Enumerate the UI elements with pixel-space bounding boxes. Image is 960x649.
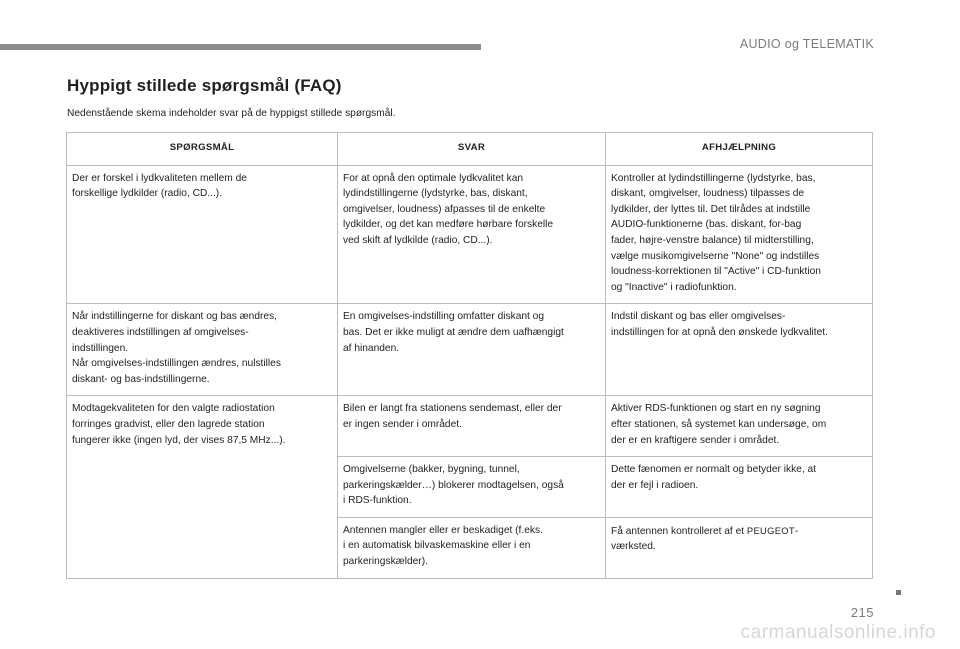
column-header-remedy: AFHJÆLPNING	[606, 133, 873, 166]
answer-text: En omgivelses-indstilling omfatter diskant og bas. Det er ikke muligt at ændre dem uafhængigt af hinanden.	[343, 311, 564, 354]
remedy-cell	[606, 396, 873, 457]
page-title: Hyppigt stillede spørgsmål (FAQ)	[67, 76, 342, 95]
table-header-row	[67, 133, 873, 166]
answer-cell	[338, 396, 606, 457]
watermark: carmanualsonline.info	[740, 622, 936, 643]
remedy-text-end: - værksted.	[611, 525, 799, 553]
question-cell	[67, 165, 338, 304]
remedy-text: Indstil diskant og bas eller omgivelses- indstillingen for at opnå den ønskede lydkvalitet.	[611, 311, 828, 338]
remedy-text-start: Få antennen kontrolleret af et	[611, 525, 747, 537]
answer-cell	[338, 165, 606, 304]
answer-text: Bilen er langt fra stationens sendemast, eller der er ingen sender i området.	[343, 403, 562, 430]
question-text: Modtagekvaliteten for den valgte radiostation forringes gradvist, eller den lagrede station fungerer ikke (ingen lyd, der vises 87,5 MHz...).	[72, 403, 286, 446]
header-rule	[0, 44, 481, 50]
question-cell	[67, 396, 338, 578]
table-row	[67, 165, 873, 304]
answer-text: Antennen mangler eller er beskadiget (f.eks. i en automatisk bilvaskemaskine eller i en parkeringskælder).	[343, 524, 543, 568]
question-text: Der er forskel i lydkvaliteten mellem de forskellige lydkilder (radio, CD...).	[72, 172, 247, 200]
answer-text: Omgivelserne (bakker, bygning, tunnel, parkeringskælder…) blokerer modtagelsen, også i RDS-funktion.	[343, 464, 564, 507]
remedy-cell	[606, 165, 873, 304]
answer-cell	[338, 517, 606, 578]
page-number: 215	[850, 605, 874, 620]
answer-cell	[338, 304, 606, 396]
table-row	[67, 396, 873, 457]
answer-text: For at opnå den optimale lydkvalitet kan lydindstillingerne (lydstyrke, bas, diskant, omgivelser, loudness) afpasses til de enkelte lydkilder, og det kan medføre hørbare forskelle ved skift af lydkilde (radio, CD...).	[343, 172, 554, 246]
remedy-cell	[606, 517, 873, 578]
remedy-text: Kontroller at lydindstillingerne (lydstyrke, bas, diskant, omgivelser, loudness) tilpasses de lydkilder, der lyttes til. Det tilrådes at indstille AUDIO-funktionerne (bas. diskant, for-bag fader, højre-venstre balance) til midterstilling, vælge musikomgivelserne "None" og indstilles loudness-korrektionen til "Active" i CD-funktion og "Inactive" i radiofunktion.	[611, 172, 821, 293]
column-header-question: SPØRGSMÅL	[67, 133, 338, 166]
table-row	[67, 304, 873, 396]
column-header-answer: SVAR	[338, 133, 606, 166]
remedy-cell	[606, 457, 873, 518]
remedy-cell	[606, 304, 873, 396]
faq-table	[66, 132, 873, 579]
remedy-text: Dette fænomen er normalt og betyder ikke, at der er fejl i radioen.	[611, 464, 816, 491]
intro-text: Nedenstående skema indeholder svar på de hyppigst stillede spørgsmål.	[67, 108, 396, 119]
remedy-text: Aktiver RDS-funktionen og start en ny søgning efter stationen, så systemet kan undersøge, om der er en kraftigere sender i området.	[611, 403, 827, 446]
section-title: AUDIO og TELEMATIK	[739, 37, 874, 51]
brand-name: PEUGEOT	[746, 524, 795, 536]
page-corner-mark	[896, 590, 901, 595]
answer-cell	[338, 457, 606, 518]
remedy-text	[611, 523, 867, 555]
question-cell	[67, 304, 338, 396]
question-text: Når indstillingerne for diskant og bas ændres, deaktiveres indstillingen af omgivelses- indstillingen. Når omgivelses-indstillingen ændres, nulstilles diskant- og bas-indstillingerne.	[72, 311, 281, 385]
